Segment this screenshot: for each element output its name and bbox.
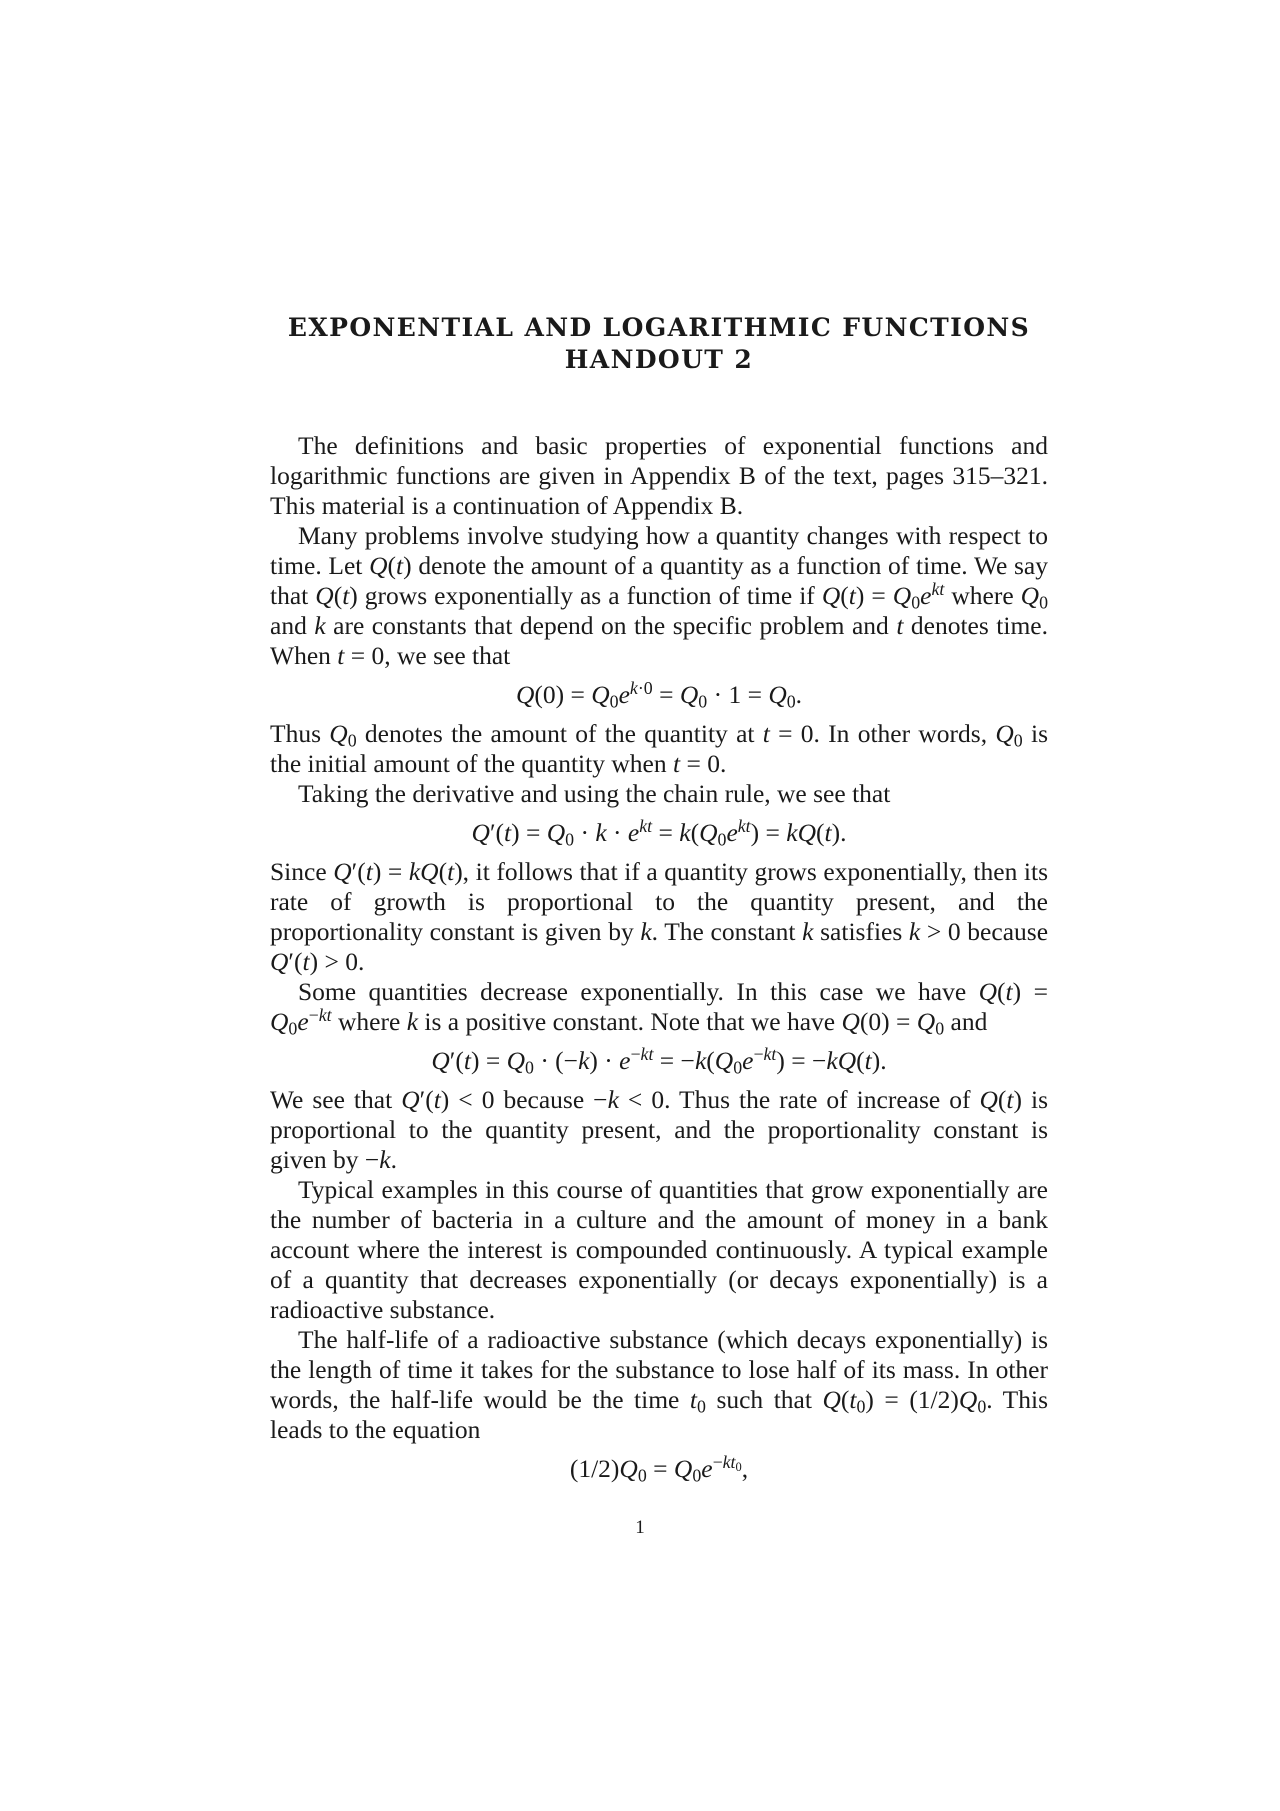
paragraph-1: The definitions and basic properties of exponential functions and logarithmic functions are given in Appendix B of the text, pages 315–321. This material is a continuation of Appendix B. bbox=[270, 431, 1048, 520]
title-line-2: HANDOUT 2 bbox=[564, 345, 754, 374]
paragraph-3: Thus $Q_0$ denotes the amount of the quantity at t = 0. In other words, $Q_0$ is the initial amount of the quantity when t = 0. bbox=[270, 719, 1048, 778]
paragraph-4: Taking the derivative and using the chain rule, we see that bbox=[298, 779, 891, 808]
paragraph-2: Many problems involve studying how a quantity changes with respect to time. Let Q(t) denote the amount of a quantity as a function of time. We say that Q(t) grows exponentially as a function of time if $Q(t) = Q_0e^{kt}$ where $Q_0$ and k are constants that depend on the specific problem and t denotes time. When t = 0, we see that bbox=[270, 521, 1049, 670]
paragraph-7: We see that Q′(t) < 0 because −k < 0. Thus the rate of increase of Q(t) is proportional to the quantity present, and the proportionality constant is given by −k. bbox=[270, 1085, 1049, 1174]
document-title bbox=[270, 312, 1048, 376]
equation-half-life: $(1/2)Q_0 = Q_0e^{-kt_0}$, bbox=[569, 1452, 749, 1486]
title-line-1: EXPONENTIAL AND LOGARITHMIC FUNCTIONS bbox=[287, 313, 1031, 342]
paragraph-6: Some quantities decrease exponentially. In this case we have $Q(t) = Q_0e^{-kt}$ where k is a positive constant. Note that we have $Q(0) = Q_0$ and bbox=[270, 977, 1048, 1039]
paragraph-9: The half-life of a radioactive substance (which decays exponentially) is the length of time it takes for the substance to lose half of its mass. In other words, the half-life would be the time $t_0$ such that $Q(t_0) = (1/2)Q_0$. This leads to the equation bbox=[270, 1325, 1049, 1444]
paragraph-5: Since Q′(t) = kQ(t), it follows that if a quantity grows exponentially, then its rate of growth is proportional to the quantity present, and the proportionality constant is given by k. The constant k satisfies k > 0 because Q′(t) > 0. bbox=[270, 857, 1049, 976]
page-number: 1 bbox=[635, 1517, 645, 1538]
equation-decay-derivative: $Q'(t) = Q_0 \cdot (-k) \cdot e^{-kt} = -k(Q_0e^{-kt}) = -kQ(t)$. bbox=[431, 1044, 887, 1078]
equation-q0: $Q(0) = Q_0e^{k\cdot 0} = Q_0 \cdot 1 = Q_0$. bbox=[515, 678, 803, 712]
document-body bbox=[270, 431, 1048, 1487]
document-page bbox=[270, 312, 1048, 1493]
equation-derivative: $Q'(t) = Q_0 \cdot k \cdot e^{kt} = k(Q_0e^{kt}) = kQ(t)$. bbox=[471, 816, 847, 850]
paragraph-8: Typical examples in this course of quantities that grow exponentially are the number of bacteria in a culture and the amount of money in a bank account where the interest is compounded continuously. A typical example of a quantity that decreases exponentially (or decays exponentially) is a radioactive substance. bbox=[270, 1175, 1048, 1324]
